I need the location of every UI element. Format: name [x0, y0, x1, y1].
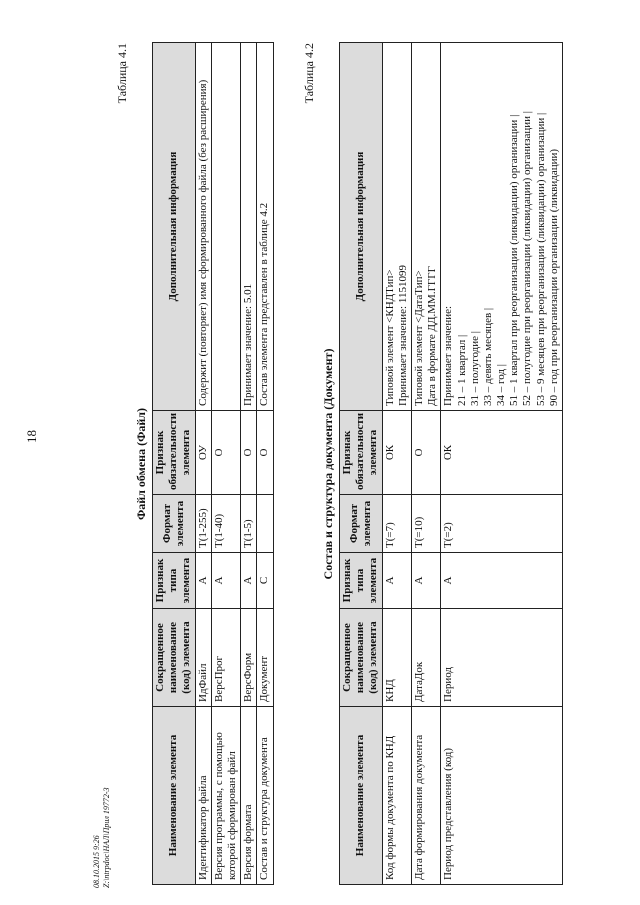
- cell-code: КНД: [382, 609, 411, 707]
- cell-name: Дата формирования документа: [411, 707, 440, 885]
- cell-format: T(1-255): [195, 495, 211, 553]
- header-required: Признак обязательности элемента: [153, 411, 196, 495]
- cell-format: T(=7): [382, 495, 411, 553]
- cell-type: А: [411, 553, 440, 609]
- cell-required: ОК: [382, 411, 411, 495]
- cell-name: Версия программы, с помощью которой сформирован файл: [211, 707, 240, 885]
- cell-info: Типовой элемент <ДатаТип> Дата в формате ДД.ММ.ГГГГ: [411, 43, 440, 411]
- header-type: Признак типа элемента: [340, 553, 383, 609]
- cell-info: Типовой элемент <КНДТип> Принимает значение: 1151099: [382, 43, 411, 411]
- cell-required: О: [241, 411, 257, 495]
- cell-type: А: [241, 553, 257, 609]
- cell-info: Состав элемента представлен в таблице 4.2: [257, 43, 273, 411]
- cell-name: Состав и структура документа: [257, 707, 273, 885]
- cell-info: Содержит (повторяет) имя сформированного файла (без расширения): [195, 43, 211, 411]
- cell-code: Период: [441, 609, 563, 707]
- table-4-2-caption: Таблица 4.2: [302, 43, 316, 104]
- cell-format: T(=10): [411, 495, 440, 553]
- header-format: Формат элемента: [153, 495, 196, 553]
- cell-type: А: [441, 553, 563, 609]
- cell-type: А: [211, 553, 240, 609]
- cell-format: T(1-40): [211, 495, 240, 553]
- cell-type: С: [257, 553, 273, 609]
- cell-code: ВерсФорм: [241, 609, 257, 707]
- header-type: Признак типа элемента: [153, 553, 196, 609]
- table-row: [382, 43, 411, 885]
- cell-type: А: [382, 553, 411, 609]
- table-header-row: [153, 43, 196, 885]
- cell-required: ОК: [441, 411, 563, 495]
- header-code: Сокращенное наименование (код) элемента: [153, 609, 196, 707]
- header-required: Признак обязательности элемента: [340, 411, 383, 495]
- footer-path: Z:\ntrpdoc\НАЛ\Прил 19772-3: [102, 787, 111, 888]
- footer-date: 08.10.2015 9:26: [92, 835, 101, 888]
- cell-format: T(1-5): [241, 495, 257, 553]
- cell-name: Версия формата: [241, 707, 257, 885]
- cell-code: ВерсПрог: [211, 609, 240, 707]
- cell-name: Период представления (код): [441, 707, 563, 885]
- table-row: [211, 43, 240, 885]
- cell-info: Принимает значение: 5.01: [241, 43, 257, 411]
- table-4-1-block: [115, 43, 274, 885]
- table-row: [411, 43, 440, 885]
- cell-code: Документ: [257, 609, 273, 707]
- table-4-1-caption: Таблица 4.1: [115, 43, 129, 104]
- cell-name: Идентификатор файла: [195, 707, 211, 885]
- cell-required: О: [257, 411, 273, 495]
- table-row: [241, 43, 257, 885]
- table-header-row: [340, 43, 383, 885]
- table-4-2-title: Состав и структура документа (Документ): [321, 348, 335, 580]
- table-row: [441, 43, 563, 885]
- cell-required: О: [211, 411, 240, 495]
- header-code: Сокращенное наименование (код) элемента: [340, 609, 383, 707]
- header-info: Дополнительная информация: [340, 43, 383, 411]
- header-name: Наименование элемента: [153, 707, 196, 885]
- table-4-1-title: Файл обмена (Файл): [134, 407, 148, 521]
- footer-file-stamp: [92, 787, 112, 888]
- cell-info: [211, 43, 240, 411]
- header-name: Наименование элемента: [340, 707, 383, 885]
- header-format: Формат элемента: [340, 495, 383, 553]
- table-row: [257, 43, 273, 885]
- cell-code: ДатаДок: [411, 609, 440, 707]
- header-info: Дополнительная информация: [153, 43, 196, 411]
- table-row: [195, 43, 211, 885]
- table-4-1: [152, 42, 274, 885]
- cell-code: ИдФайл: [195, 609, 211, 707]
- cell-format: [257, 495, 273, 553]
- cell-info: Принимает значение: 21 – 1 квартал | 31 – полугодие | 33 – девять месяцев | 34 – год | 51 – 1 квартал при реорганизации (ликвидации) организации | 52 – полугодие при реорганизации (ликвидации) организации | 53 – 9 месяцев при реорганизации (ликвидации) организации | 90 – год при реорганизации организации (ликвидации): [441, 43, 563, 411]
- cell-required: О: [411, 411, 440, 495]
- cell-format: T(=2): [441, 495, 563, 553]
- table-4-2: [339, 42, 563, 885]
- page-number: 18: [24, 430, 39, 443]
- cell-type: А: [195, 553, 211, 609]
- cell-required: ОУ: [195, 411, 211, 495]
- cell-name: Код формы документа по КНД: [382, 707, 411, 885]
- table-4-2-block: [302, 43, 563, 885]
